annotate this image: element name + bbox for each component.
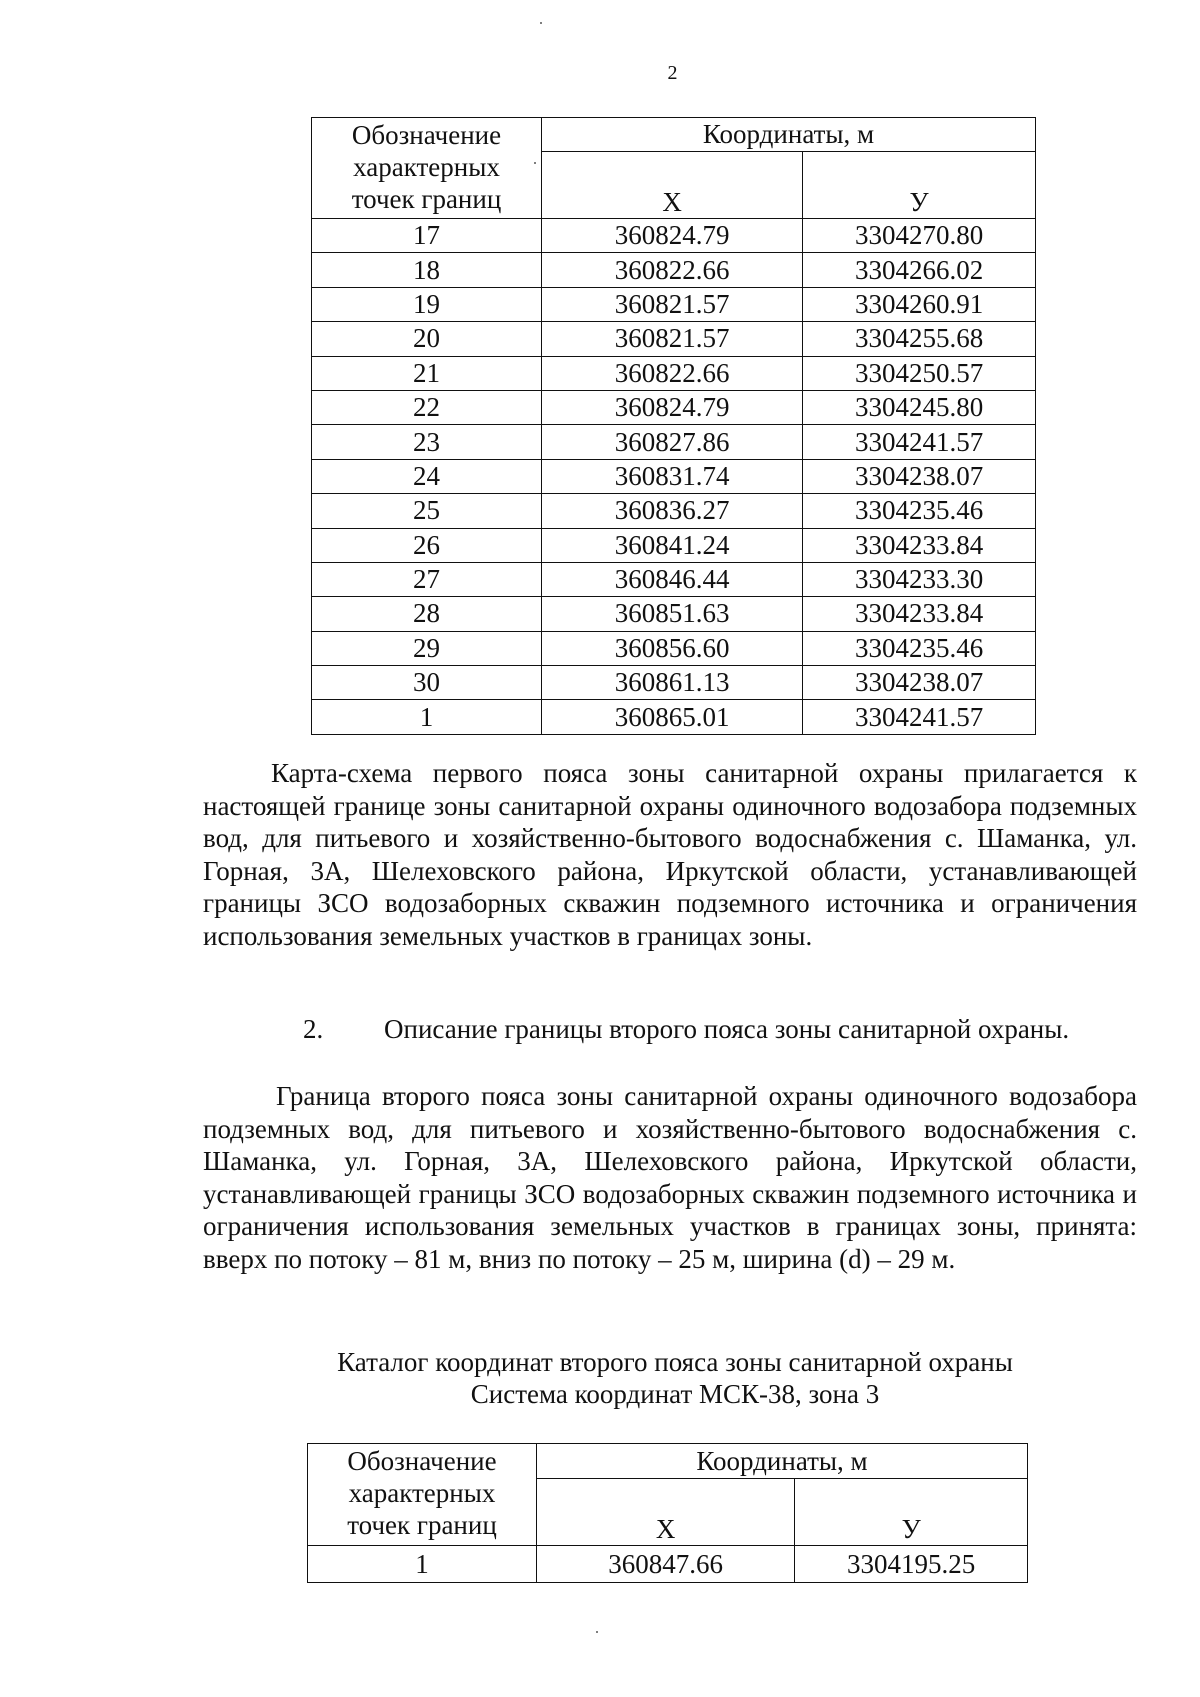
y-cell: 3304235.46 — [803, 494, 1036, 528]
table-row — [312, 425, 1036, 459]
y-cell: 3304245.80 — [803, 390, 1036, 424]
paragraph-map-scheme: Карта-схема первого пояса зоны санитарной охраны прилагается к настоящей границе зоны санитарной охраны одиночного водозабора подземных вод, для питьевого и хозяйственно-бытового водоснабжения с. Шаманка, ул. Горная, 3А, Шелеховского района, Иркутской области, устанавливающей границы ЗСО водозаборных скважин подземного источника и ограничения использования земельных участков в границах зоны. — [203, 758, 1137, 951]
x-cell: 360824.79 — [542, 390, 803, 424]
coordinates-table-first-zone — [311, 117, 1036, 735]
x-cell: 360822.66 — [542, 356, 803, 390]
point-cell: 22 — [312, 390, 542, 424]
table-row — [312, 356, 1036, 390]
x-cell: 360846.44 — [542, 562, 803, 596]
header-y: У — [795, 1479, 1028, 1546]
catalog-caption-line2: Система координат МСК-38, зона 3 — [470, 1379, 880, 1409]
x-cell: 360836.27 — [542, 494, 803, 528]
table-row — [312, 700, 1036, 734]
y-cell: 3304250.57 — [803, 356, 1036, 390]
point-cell: 24 — [312, 459, 542, 493]
y-cell: 3304233.84 — [803, 528, 1036, 562]
y-cell: 3304255.68 — [803, 322, 1036, 356]
table-row — [312, 562, 1036, 596]
table-row — [312, 253, 1036, 287]
y-cell: 3304238.07 — [803, 459, 1036, 493]
table-row — [312, 459, 1036, 493]
point-cell: 21 — [312, 356, 542, 390]
table-row — [312, 287, 1036, 321]
point-cell: 26 — [312, 528, 542, 562]
y-cell: 3304195.25 — [795, 1546, 1028, 1583]
header-label-line: характерных — [348, 1478, 496, 1508]
table-row — [312, 494, 1036, 528]
table-row — [308, 1546, 1028, 1583]
header-x: Х — [537, 1479, 795, 1546]
paragraph-second-zone-boundary: Граница второго пояса зоны санитарной охраны одиночного водозабора подземных вод, для питьевого и хозяйственно-бытового водоснабжения с. Шаманка, ул. Горная, 3А, Шелеховского района, Иркутской области, устанавливающей границы ЗСО водозаборных скважин подземного источника и ограничения использования земельных участков в границах зоны, принята: вверх по потоку – 81 м, вниз по потоку – 25 м, ширина (d) – 29 м. — [203, 1081, 1137, 1274]
x-cell: 360821.57 — [542, 287, 803, 321]
x-cell: 360822.66 — [542, 253, 803, 287]
point-cell: 20 — [312, 322, 542, 356]
scan-speck — [596, 1631, 598, 1633]
x-cell: 360831.74 — [542, 459, 803, 493]
y-cell: 3304233.84 — [803, 597, 1036, 631]
y-cell: 3304241.57 — [803, 700, 1036, 734]
x-cell: 360827.86 — [542, 425, 803, 459]
y-cell: 3304270.80 — [803, 219, 1036, 253]
point-cell: 30 — [312, 666, 542, 700]
header-y: У — [803, 152, 1036, 219]
point-cell: 23 — [312, 425, 542, 459]
header-x: Х — [542, 152, 803, 219]
table-row — [312, 597, 1036, 631]
y-cell: 3304241.57 — [803, 425, 1036, 459]
x-cell: 360847.66 — [537, 1546, 795, 1583]
header-label-line: Обозначение — [351, 120, 502, 150]
point-cell: 1 — [308, 1546, 537, 1583]
x-cell: 360851.63 — [542, 597, 803, 631]
x-cell: 360824.79 — [542, 219, 803, 253]
header-coordinates: Координаты, м — [537, 1444, 1028, 1479]
y-cell: 3304233.30 — [803, 562, 1036, 596]
table-row — [312, 390, 1036, 424]
page-number: 2 — [667, 62, 678, 84]
point-cell: 18 — [312, 253, 542, 287]
scan-speck — [540, 22, 542, 24]
catalog-caption — [290, 1346, 1060, 1410]
table-row — [312, 631, 1036, 665]
section-title: Описание границы второго пояса зоны санитарной охраны. — [384, 1014, 1070, 1044]
section-number: 2. — [303, 1014, 324, 1044]
point-cell: 1 — [312, 700, 542, 734]
x-cell: 360861.13 — [542, 666, 803, 700]
point-cell: 27 — [312, 562, 542, 596]
header-label-line: точек границ — [351, 184, 502, 214]
point-cell: 17 — [312, 219, 542, 253]
point-cell: 29 — [312, 631, 542, 665]
point-cell: 28 — [312, 597, 542, 631]
header-coordinates: Координаты, м — [542, 118, 1036, 152]
y-cell: 3304238.07 — [803, 666, 1036, 700]
catalog-caption-line1: Каталог координат второго пояса зоны санитарной охраны — [337, 1347, 1013, 1377]
table-row — [312, 322, 1036, 356]
x-cell: 360821.57 — [542, 322, 803, 356]
section-2-heading — [303, 1014, 1069, 1045]
table-row — [312, 666, 1036, 700]
y-cell: 3304266.02 — [803, 253, 1036, 287]
x-cell: 360865.01 — [542, 700, 803, 734]
y-cell: 3304260.91 — [803, 287, 1036, 321]
x-cell: 360856.60 — [542, 631, 803, 665]
header-point-label — [312, 118, 542, 219]
point-cell: 25 — [312, 494, 542, 528]
y-cell: 3304235.46 — [803, 631, 1036, 665]
header-point-label — [308, 1444, 537, 1546]
header-label-line: Обозначение — [347, 1446, 497, 1476]
coordinates-table-second-zone — [307, 1443, 1028, 1583]
point-cell: 19 — [312, 287, 542, 321]
x-cell: 360841.24 — [542, 528, 803, 562]
header-label-line: точек границ — [347, 1510, 497, 1540]
table-row — [312, 528, 1036, 562]
header-label-line: характерных — [353, 152, 500, 182]
table-row — [312, 219, 1036, 253]
